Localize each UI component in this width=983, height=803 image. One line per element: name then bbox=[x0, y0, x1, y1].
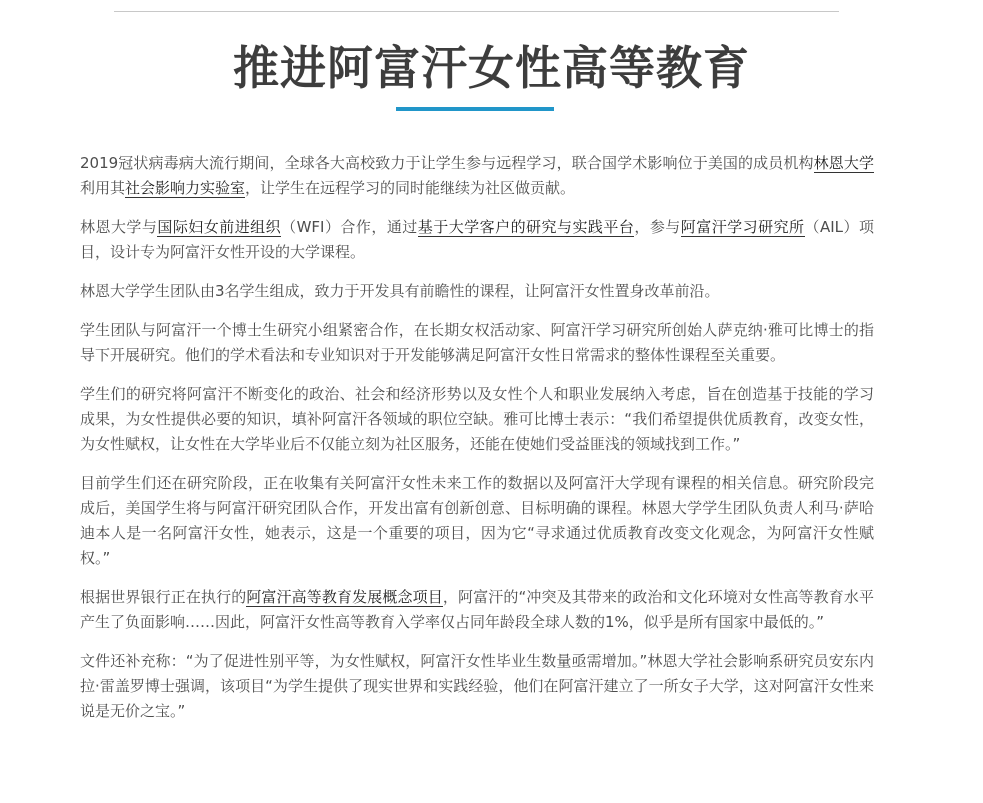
page-title: 推进阿富汗女性高等教育 bbox=[233, 41, 750, 95]
paragraph-text: （WFI）合作，通过 bbox=[281, 218, 418, 236]
paragraph-text: ，让学生在远程学习的同时能继续为社区做贡献。 bbox=[245, 179, 576, 197]
paragraph-4: 学生团队与阿富汗一个博士生研究小组紧密合作，在长期女权活动家、阿富汗学习研究所创始人萨克纳·雅可比博士的指导下开展研究。他们的学术看法和专业知识对于开发能够满足阿富汗女性日常需求的整体性课程至关重要。 bbox=[80, 321, 874, 364]
link-client-research-platform[interactable]: 基于大学客户的研究与实践平台 bbox=[417, 218, 635, 236]
paragraph-2 bbox=[80, 215, 874, 265]
link-women-for-women[interactable]: 国际妇女前进组织 bbox=[157, 218, 282, 236]
paragraph-text: 根据世界银行正在执行的 bbox=[80, 588, 247, 606]
link-lynn-university[interactable]: 林恩大学 bbox=[813, 154, 874, 172]
link-social-impact-lab[interactable]: 社会影响力实验室 bbox=[125, 179, 246, 197]
paragraph-text: （AIL）项目，设计专为阿富汗女性开设的大学课程。 bbox=[80, 218, 874, 261]
paragraph-text: 利用其 bbox=[80, 179, 126, 197]
paragraph-7 bbox=[80, 585, 874, 635]
paragraph-text: 林恩大学与 bbox=[80, 218, 158, 236]
paragraph-text: ，参与 bbox=[634, 218, 681, 236]
top-divider bbox=[114, 11, 839, 12]
link-afghan-institute-learning[interactable]: 阿富汗学习研究所 bbox=[680, 218, 805, 236]
paragraph-1 bbox=[80, 151, 874, 201]
paragraph-text: ，阿富汗的“冲突及其带来的政治和文化环境对女性高等教育水平产生了负面影响……因此，阿富汗女性高等教育入学率仅占同年龄段全球人数的1%，似乎是所有国家中最低的。” bbox=[80, 588, 874, 631]
paragraph-5: 学生们的研究将阿富汗不断变化的政治、社会和经济形势以及女性个人和职业发展纳入考虑，旨在创造基于技能的学习成果，为女性提供必要的知识，填补阿富汗各领域的职位空缺。雅可比博士表示：“我们希望提供优质教育，改变女性，为女性赋权，让女性在大学毕业后不仅能立刻为社区服务，还能在使她们受益匪浅的领域找到工作。” bbox=[80, 385, 874, 453]
article-body bbox=[80, 151, 874, 738]
title-accent-underline bbox=[396, 107, 554, 111]
paragraph-8: 文件还补充称：“为了促进性别平等，为女性赋权，阿富汗女性毕业生数量亟需增加。”林恩大学社会影响系研究员安东内拉·雷盖罗博士强调，该项目“为学生提供了现实世界和实践经验，他们在阿富汗建立了一所女子大学，这对阿富汗女性来说是无价之宝。” bbox=[80, 652, 874, 720]
link-higher-education-project[interactable]: 阿富汗高等教育发展概念项目 bbox=[246, 588, 443, 606]
paragraph-text: 2019冠状病毒病大流行期间，全球各大高校致力于让学生参与远程学习，联合国学术影响位于美国的成员机构 bbox=[80, 154, 814, 172]
paragraph-3: 林恩大学学生团队由3名学生组成，致力于开发具有前瞻性的课程，让阿富汗女性置身改革前沿。 bbox=[80, 282, 720, 300]
paragraph-6: 目前学生们还在研究阶段，正在收集有关阿富汗女性未来工作的数据以及阿富汗大学现有课程的相关信息。研究阶段完成后，美国学生将与阿富汗研究团队合作，开发出富有创新创意、目标明确的课程。林恩大学学生团队负责人利马·萨哈迪本人是一名阿富汗女性，她表示，这是一个重要的项目，因为它“寻求通过优质教育改变文化观念，为阿富汗女性赋权。” bbox=[80, 474, 874, 567]
